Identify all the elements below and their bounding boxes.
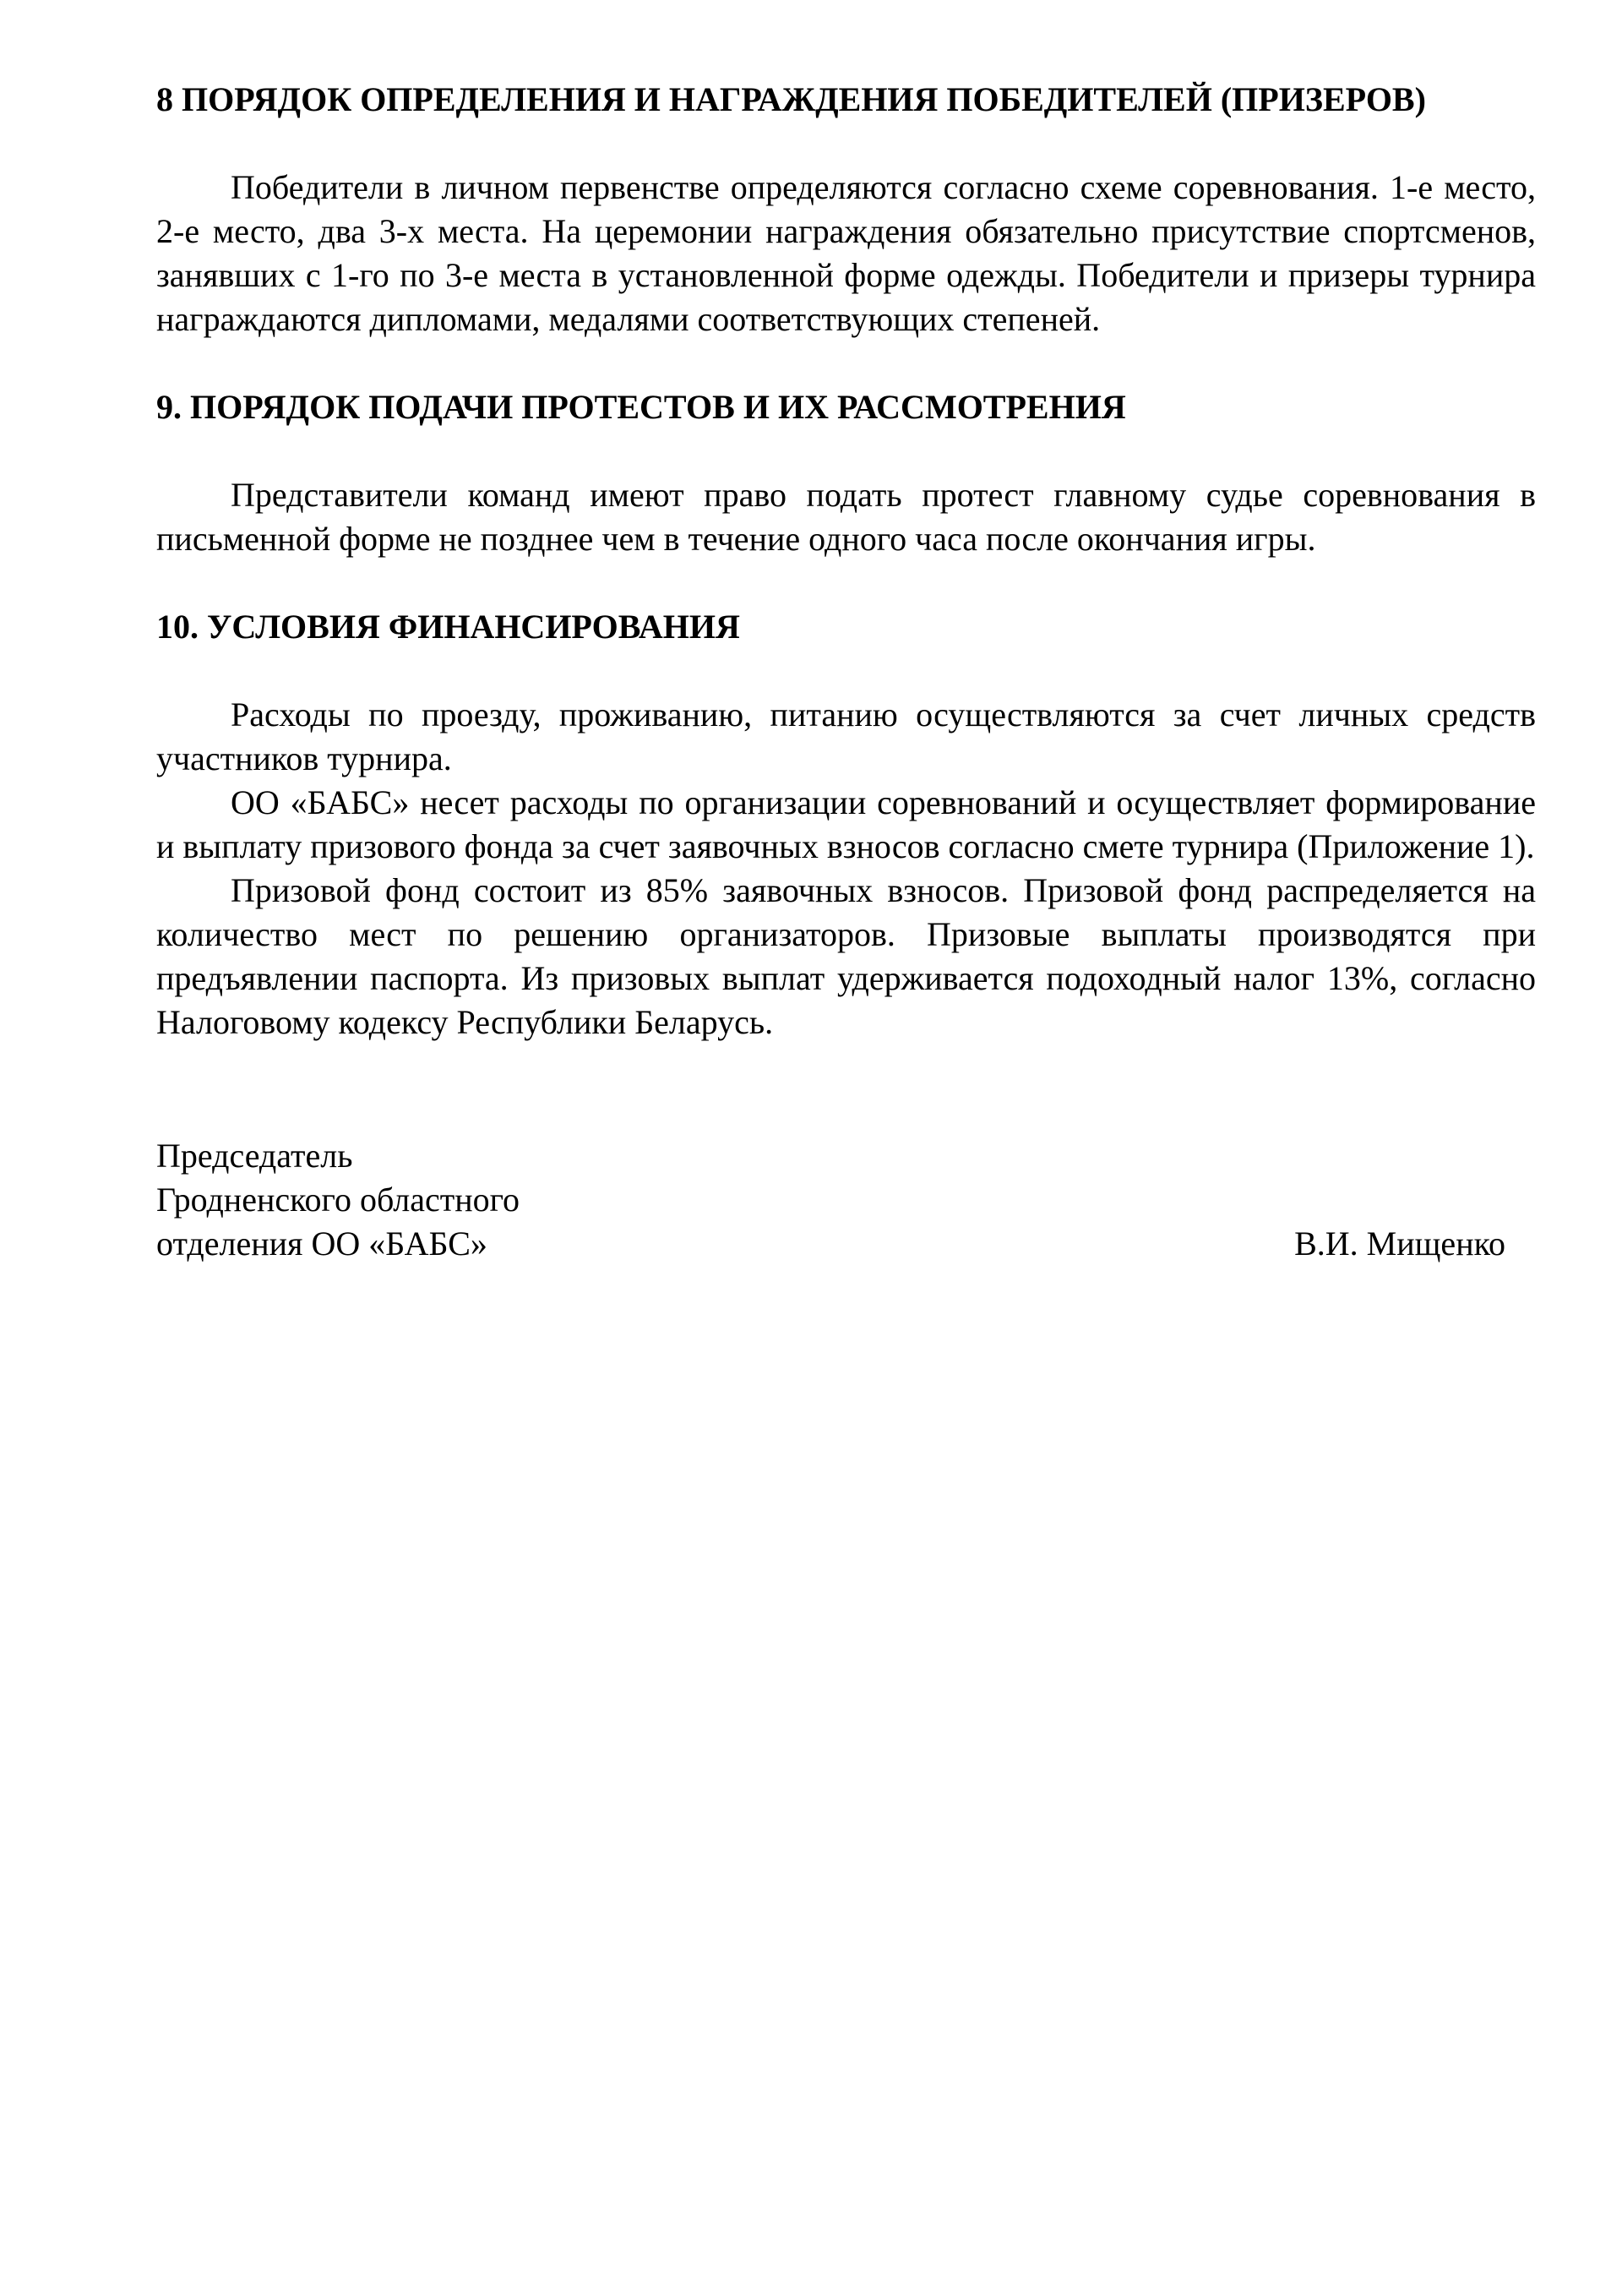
section-8-awarding xyxy=(156,78,1536,341)
section-10-financing xyxy=(156,605,1536,1044)
section-paragraph: Представители команд имеют право подать протест главному судье соревнования в письменной форме не позднее чем в течение одного часа после окончания игры. xyxy=(156,476,1536,558)
section-paragraph: Призовой фонд состоит из 85% заявочных взносов. Призовой фонд распределяется на количество мест по решению организаторов. Призовые выплаты производятся при предъявлении паспорта. Из призовых выплат удерживается подоходный налог 13%, согласно Налоговому кодексу Республики Беларусь. xyxy=(156,871,1536,1041)
signatory-title-line: Председатель xyxy=(156,1137,353,1175)
section-paragraph: Победители в личном первенстве определяются согласно схеме соревнования. 1-е место, 2-е место, два 3-х места. На церемонии награждения обязательно присутствие спортсменов, занявших с 1-го по 3-е места в установленной форме одежды. Победители и призеры турнира награждаются дипломами, медалями соответствующих степеней. xyxy=(156,168,1536,338)
section-9-protests xyxy=(156,385,1536,561)
section-paragraph: ОО «БАБС» несет расходы по организации соревнований и осуществляет формирование и выплату призового фонда за счет заявочных взносов согласно смете турнира (Приложение 1). xyxy=(156,783,1536,865)
document-page xyxy=(156,78,1536,1266)
signatory-name: В.И. Мищенко xyxy=(1294,1224,1505,1263)
section-heading: 10. УСЛОВИЯ ФИНАНСИРОВАНИЯ xyxy=(156,608,740,646)
section-paragraph: Расходы по проезду, проживанию, питанию осуществляются за счет личных средств участников турнира. xyxy=(156,695,1536,777)
signature-block xyxy=(156,1134,1536,1266)
section-heading: 8 ПОРЯДОК ОПРЕДЕЛЕНИЯ И НАГРАЖДЕНИЯ ПОБЕДИТЕЛЕЙ (ПРИЗЕРОВ) xyxy=(156,80,1426,118)
section-heading: 9. ПОРЯДОК ПОДАЧИ ПРОТЕСТОВ И ИХ РАССМОТРЕНИЯ xyxy=(156,388,1126,426)
signatory-title-line: отделения ОО «БАБС» xyxy=(156,1224,487,1263)
signatory-title-line: Гродненского областного xyxy=(156,1181,520,1219)
